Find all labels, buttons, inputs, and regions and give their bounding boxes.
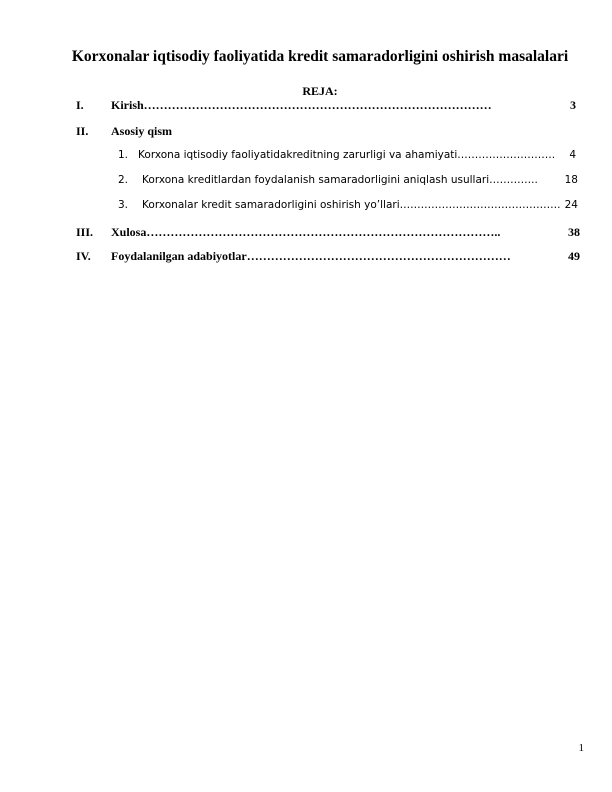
footer-page-number: 1 xyxy=(578,742,584,754)
toc-subentry-1[interactable] xyxy=(118,149,576,161)
toc-sub-label: Korxonalar kredit samaradorligini oshirish yo’llari xyxy=(142,199,400,211)
toc-numeral: I. xyxy=(76,98,84,112)
toc-page-number: 24 xyxy=(564,199,578,211)
toc-sub-label: Korxona iqtisodiy faoliyatidakreditning zarurligi va ahamiyati xyxy=(138,149,458,161)
toc-entry-kirish[interactable] xyxy=(111,98,576,113)
toc-leader: ………………………………………. xyxy=(399,199,561,211)
toc-sub-number: 1. xyxy=(118,149,129,161)
toc-label: Asosiy qism xyxy=(111,124,173,138)
toc-numeral: II. xyxy=(76,124,89,138)
toc-page-number: 3 xyxy=(570,98,576,112)
toc-sub-number: 2. xyxy=(118,174,129,186)
toc-entry-xulosa[interactable] xyxy=(111,225,580,240)
toc-page-number: 49 xyxy=(568,249,580,263)
toc-page-number: 4 xyxy=(569,149,576,161)
toc-page-number: 18 xyxy=(564,174,578,186)
toc-sub-number: 3. xyxy=(118,199,129,211)
toc-numeral: IV. xyxy=(76,249,91,263)
toc-leader: ………………………. xyxy=(457,149,556,161)
toc-entry-asosiy-qism[interactable] xyxy=(111,124,411,139)
toc-subentry-3[interactable] xyxy=(118,199,578,211)
plan-heading: REJA: xyxy=(302,84,338,98)
toc-label: Xulosa xyxy=(111,225,147,239)
document-title: Korxonalar iqtisodiy faoliyatida kredit samaradorligini oshirish masalalari xyxy=(71,48,569,65)
toc-entry-adabiyotlar[interactable] xyxy=(111,249,580,264)
toc-leader: …………………………………………………………………………….. xyxy=(146,225,501,239)
toc-label: Kirish xyxy=(111,98,144,112)
toc-subentry-2[interactable] xyxy=(118,174,578,186)
toc-leader: ………………………………………………………… xyxy=(246,249,511,263)
toc-numeral: III. xyxy=(76,225,94,239)
toc-label: Foydalanilgan adabiyotlar xyxy=(111,249,247,263)
toc-sub-label: Korxona kreditlardan foydalanish samaradorligini aniqlash usullari xyxy=(142,174,490,186)
toc-page-number: 38 xyxy=(568,225,580,239)
toc-leader: ………….. xyxy=(489,174,538,186)
toc-leader: …………………………………………………………………………… xyxy=(143,98,492,112)
